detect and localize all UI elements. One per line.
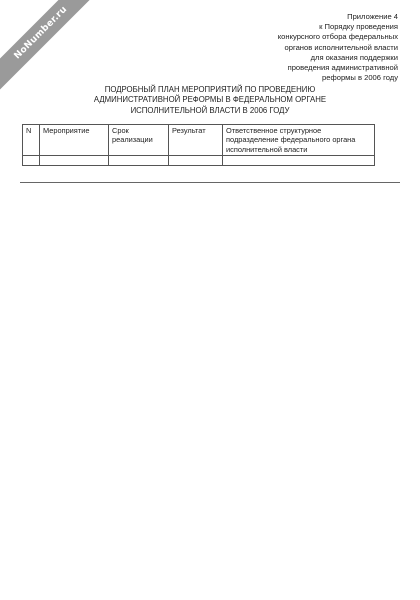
appendix-note xyxy=(198,12,398,83)
column-header-responsible: Ответственное структурное подразделение федерального органа исполнительной власти xyxy=(223,125,375,156)
appendix-line: Приложение 4 xyxy=(347,12,398,21)
watermark-text: NoNumber.ru xyxy=(12,4,70,62)
column-header-result: Результат xyxy=(169,125,223,156)
appendix-line: конкурсного отбора федеральных xyxy=(277,32,398,42)
document-title xyxy=(20,85,400,116)
appendix-line: реформы в 2006 году xyxy=(322,73,398,83)
appendix-line: органов исполнительной власти xyxy=(284,42,398,52)
table-header-row xyxy=(23,125,375,156)
column-header-term: Срок реализации xyxy=(109,125,169,156)
horizontal-divider xyxy=(20,182,400,183)
table-cell xyxy=(23,156,40,166)
column-header-number: N xyxy=(23,125,40,156)
table-cell xyxy=(109,156,169,166)
appendix-line: проведения административной xyxy=(287,63,398,73)
table-cell xyxy=(40,156,109,166)
title-line: ПОДРОБНЫЙ ПЛАН МЕРОПРИЯТИЙ ПО ПРОВЕДЕНИЮ xyxy=(104,85,316,94)
column-header-event: Мероприятие xyxy=(40,125,109,156)
appendix-line: для оказания поддержки xyxy=(310,52,398,62)
table-cell xyxy=(223,156,375,166)
title-line: АДМИНИСТРАТИВНОЙ РЕФОРМЫ В ФЕДЕРАЛЬНОМ ОРГАНЕ xyxy=(93,95,327,105)
table-cell xyxy=(169,156,223,166)
watermark-ribbon xyxy=(0,0,102,94)
title-line: ИСПОЛНИТЕЛЬНОЙ ВЛАСТИ В 2006 ГОДУ xyxy=(130,105,290,115)
table-row xyxy=(23,156,375,166)
appendix-line: к Порядку проведения xyxy=(319,22,398,32)
plan-table xyxy=(22,124,375,166)
